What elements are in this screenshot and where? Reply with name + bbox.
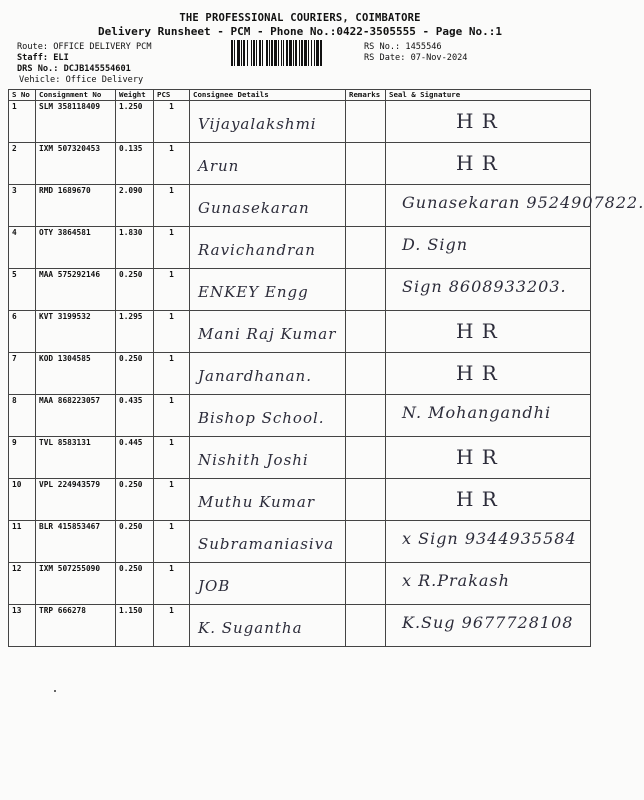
- row-consignee-cell: [190, 185, 346, 227]
- stray-mark: [54, 690, 56, 692]
- row-signature-cell: [386, 605, 591, 647]
- row-signature-cell: [386, 227, 591, 269]
- row-remarks-cell: [346, 563, 386, 605]
- row-pcs-cell: [154, 311, 190, 353]
- row-remarks-cell: [346, 101, 386, 143]
- row-weight-cell: [116, 185, 154, 227]
- handwritten-signature: x R.Prakash: [402, 571, 510, 590]
- col-header-remarks: Remarks: [346, 90, 386, 101]
- row-remarks-cell: [346, 227, 386, 269]
- row-consignment-no: KOD 1304585: [39, 354, 91, 363]
- row-sno: 9: [12, 438, 17, 447]
- row-pcs-cell: [154, 101, 190, 143]
- row-consignment-no-cell: [36, 563, 116, 605]
- row-weight-cell: [116, 101, 154, 143]
- row-consignment-no: VPL 224943579: [39, 480, 101, 489]
- row-remarks-cell: [346, 479, 386, 521]
- row-sno: 12: [12, 564, 22, 573]
- row-consignment-no-cell: [36, 143, 116, 185]
- handwritten-consignee-name: Mani Raj Kumar: [198, 325, 337, 343]
- row-sno: 7: [12, 354, 17, 363]
- handwritten-signature: H R: [456, 361, 498, 385]
- row-consignment-no: IXM 507255090: [39, 564, 101, 573]
- row-consignee-cell: [190, 227, 346, 269]
- handwritten-consignee-name: Bishop School.: [198, 409, 325, 427]
- handwritten-consignee-name: JOB: [198, 577, 231, 595]
- row-weight: 1.150: [119, 606, 143, 615]
- row-remarks-cell: [346, 185, 386, 227]
- row-consignment-no: TVL 8583131: [39, 438, 91, 447]
- row-sno: 5: [12, 270, 17, 279]
- row-weight-cell: [116, 227, 154, 269]
- row-pcs: 1: [169, 186, 174, 195]
- table-row: [9, 269, 591, 311]
- row-remarks-cell: [346, 437, 386, 479]
- rs-number: RS No.: 1455546: [364, 42, 442, 52]
- row-sno: 10: [12, 480, 22, 489]
- row-signature-cell: [386, 185, 644, 227]
- row-pcs-cell: [154, 227, 190, 269]
- row-consignee-cell: [190, 479, 346, 521]
- col-header-sno: S No: [9, 90, 36, 101]
- table-row: [9, 563, 591, 605]
- row-consignee-cell: [190, 605, 346, 647]
- handwritten-signature: x Sign 9344935584: [402, 529, 577, 548]
- row-pcs-cell: [154, 269, 190, 311]
- barcode-image: [231, 40, 358, 66]
- col-header-weight: Weight: [116, 90, 154, 101]
- handwritten-signature: Gunasekaran 9524907822.: [402, 193, 644, 212]
- row-consignment-no: KVT 3199532: [39, 312, 91, 321]
- row-consignee-cell: [190, 521, 346, 563]
- row-pcs: 1: [169, 480, 174, 489]
- vehicle-text: Vehicle: Office Delivery: [19, 75, 144, 85]
- drs-number: DRS No.: DCJB145554601: [17, 64, 131, 74]
- row-pcs-cell: [154, 521, 190, 563]
- barcode-bar: [322, 40, 323, 66]
- row-sno-cell: [9, 227, 36, 269]
- row-sno-cell: [9, 479, 36, 521]
- table-row: [9, 227, 591, 269]
- row-signature-cell: [386, 395, 591, 437]
- row-weight-cell: [116, 143, 154, 185]
- row-remarks-cell: [346, 143, 386, 185]
- handwritten-consignee-name: Arun: [198, 157, 240, 175]
- row-pcs-cell: [154, 563, 190, 605]
- company-title: THE PROFESSIONAL COURIERS, COIMBATORE: [179, 12, 421, 24]
- col-header-consignee: Consignee Details: [190, 90, 346, 101]
- row-consignment-no-cell: [36, 605, 116, 647]
- row-weight: 0.435: [119, 396, 143, 405]
- handwritten-signature: H R: [456, 109, 498, 133]
- handwritten-signature: D. Sign: [402, 235, 469, 254]
- row-consignee-cell: [190, 269, 346, 311]
- row-consignment-no-cell: [36, 521, 116, 563]
- row-weight-cell: [116, 311, 154, 353]
- handwritten-signature: H R: [456, 151, 498, 175]
- handwritten-signature: Sign 8608933203.: [402, 277, 567, 296]
- row-pcs: 1: [169, 606, 174, 615]
- row-weight-cell: [116, 437, 154, 479]
- row-sno-cell: [9, 311, 36, 353]
- row-sno: 4: [12, 228, 17, 237]
- col-header-pcs: PCS: [154, 90, 190, 101]
- table-row: [9, 605, 591, 647]
- row-remarks-cell: [346, 605, 386, 647]
- table-row: [9, 479, 591, 521]
- row-consignment-no-cell: [36, 185, 116, 227]
- row-sno-cell: [9, 605, 36, 647]
- row-signature-cell: [386, 521, 591, 563]
- row-sno: 11: [12, 522, 22, 531]
- row-pcs: 1: [169, 228, 174, 237]
- row-signature-cell: [386, 479, 591, 521]
- row-weight: 0.250: [119, 564, 143, 573]
- row-pcs: 1: [169, 312, 174, 321]
- row-pcs: 1: [169, 396, 174, 405]
- row-sno-cell: [9, 185, 36, 227]
- row-consignment-no-cell: [36, 101, 116, 143]
- row-weight-cell: [116, 395, 154, 437]
- row-consignee-cell: [190, 395, 346, 437]
- row-weight: 0.135: [119, 144, 143, 153]
- row-pcs: 1: [169, 102, 174, 111]
- row-sno-cell: [9, 143, 36, 185]
- row-consignment-no-cell: [36, 437, 116, 479]
- row-weight-cell: [116, 563, 154, 605]
- row-weight-cell: [116, 521, 154, 563]
- handwritten-signature: H R: [456, 445, 498, 469]
- row-weight: 2.090: [119, 186, 143, 195]
- row-pcs: 1: [169, 270, 174, 279]
- table-row: [9, 353, 591, 395]
- row-pcs: 1: [169, 144, 174, 153]
- row-sno-cell: [9, 563, 36, 605]
- row-weight: 0.250: [119, 522, 143, 531]
- runsheet-table: [8, 89, 644, 647]
- row-consignment-no-cell: [36, 269, 116, 311]
- row-consignment-no: MAA 868223057: [39, 396, 101, 405]
- handwritten-signature: H R: [456, 319, 498, 343]
- row-pcs-cell: [154, 605, 190, 647]
- handwritten-consignee-name: Janardhanan.: [198, 367, 312, 385]
- row-consignment-no: TRP 666278: [39, 606, 86, 615]
- handwritten-signature: N. Mohangandhi: [402, 403, 552, 422]
- table-row: [9, 395, 591, 437]
- row-consignment-no-cell: [36, 395, 116, 437]
- row-weight-cell: [116, 605, 154, 647]
- table-header-row: [9, 90, 591, 101]
- row-pcs-cell: [154, 479, 190, 521]
- handwritten-consignee-name: Gunasekaran: [198, 199, 310, 217]
- table-row: [9, 185, 591, 227]
- row-pcs-cell: [154, 437, 190, 479]
- handwritten-consignee-name: Nishith Joshi: [198, 451, 309, 469]
- row-sno: 3: [12, 186, 17, 195]
- row-consignment-no: OTY 3864581: [39, 228, 91, 237]
- row-consignment-no: BLR 415853467: [39, 522, 101, 531]
- row-sno: 13: [12, 606, 22, 615]
- row-weight: 0.250: [119, 480, 143, 489]
- row-pcs-cell: [154, 185, 190, 227]
- table-row: [9, 143, 591, 185]
- route-text: Route: OFFICE DELIVERY PCM: [17, 42, 152, 52]
- row-consignment-no-cell: [36, 479, 116, 521]
- row-weight: 0.250: [119, 354, 143, 363]
- row-consignee-cell: [190, 101, 346, 143]
- handwritten-consignee-name: Vijayalakshmi: [198, 115, 317, 133]
- row-consignment-no-cell: [36, 311, 116, 353]
- row-pcs-cell: [154, 143, 190, 185]
- row-pcs: 1: [169, 522, 174, 531]
- row-sno-cell: [9, 269, 36, 311]
- row-sno-cell: [9, 395, 36, 437]
- row-remarks-cell: [346, 521, 386, 563]
- row-pcs: 1: [169, 438, 174, 447]
- row-signature-cell: [386, 563, 591, 605]
- handwritten-consignee-name: Subramaniasiva: [198, 535, 335, 553]
- row-remarks-cell: [346, 311, 386, 353]
- row-remarks-cell: [346, 269, 386, 311]
- row-consignment-no-cell: [36, 353, 116, 395]
- row-sno-cell: [9, 101, 36, 143]
- row-consignment-no: SLM 358118409: [39, 102, 101, 111]
- row-consignee-cell: [190, 437, 346, 479]
- row-signature-cell: [386, 311, 591, 353]
- row-pcs-cell: [154, 395, 190, 437]
- col-header-consignment: Consignment No: [36, 90, 116, 101]
- row-sno: 6: [12, 312, 17, 321]
- row-weight: 0.250: [119, 270, 143, 279]
- row-sno: 8: [12, 396, 17, 405]
- handwritten-consignee-name: Muthu Kumar: [198, 493, 316, 511]
- row-weight-cell: [116, 353, 154, 395]
- row-pcs: 1: [169, 354, 174, 363]
- rs-date: RS Date: 07-Nov-2024: [364, 53, 468, 63]
- row-consignee-cell: [190, 353, 346, 395]
- row-consignee-cell: [190, 563, 346, 605]
- handwritten-consignee-name: K. Sugantha: [198, 619, 303, 637]
- row-consignment-no: RMD 1689670: [39, 186, 91, 195]
- row-weight: 1.250: [119, 102, 143, 111]
- row-sno: 1: [12, 102, 17, 111]
- row-sno-cell: [9, 521, 36, 563]
- table-row: [9, 311, 591, 353]
- row-consignment-no-cell: [36, 227, 116, 269]
- row-weight: 1.830: [119, 228, 143, 237]
- row-signature-cell: [386, 143, 591, 185]
- handwritten-consignee-name: ENKEY Engg: [198, 283, 309, 301]
- col-header-signature: Seal & Signature: [386, 90, 591, 101]
- handwritten-signature: H R: [456, 487, 498, 511]
- row-weight-cell: [116, 269, 154, 311]
- row-weight: 1.295: [119, 312, 143, 321]
- row-weight-cell: [116, 479, 154, 521]
- row-consignee-cell: [190, 311, 346, 353]
- handwritten-signature: K.Sug 9677728108: [402, 613, 574, 632]
- row-pcs-cell: [154, 353, 190, 395]
- row-sno-cell: [9, 353, 36, 395]
- table-row: [9, 437, 591, 479]
- row-pcs: 1: [169, 564, 174, 573]
- row-consignment-no: IXM 507320453: [39, 144, 101, 153]
- runsheet-title: Delivery Runsheet - PCM - Phone No.:0422-3505555 - Page No.:1: [98, 25, 502, 38]
- row-remarks-cell: [346, 395, 386, 437]
- row-signature-cell: [386, 437, 591, 479]
- row-signature-cell: [386, 269, 591, 311]
- row-signature-cell: [386, 353, 591, 395]
- staff-text: Staff: ELI: [17, 53, 69, 63]
- row-signature-cell: [386, 101, 591, 143]
- row-remarks-cell: [346, 353, 386, 395]
- handwritten-consignee-name: Ravichandran: [198, 241, 316, 259]
- row-sno: 2: [12, 144, 17, 153]
- row-sno-cell: [9, 437, 36, 479]
- row-consignment-no: MAA 575292146: [39, 270, 101, 279]
- row-weight: 0.445: [119, 438, 143, 447]
- row-consignee-cell: [190, 143, 346, 185]
- table-row: [9, 521, 591, 563]
- table-row: [9, 101, 591, 143]
